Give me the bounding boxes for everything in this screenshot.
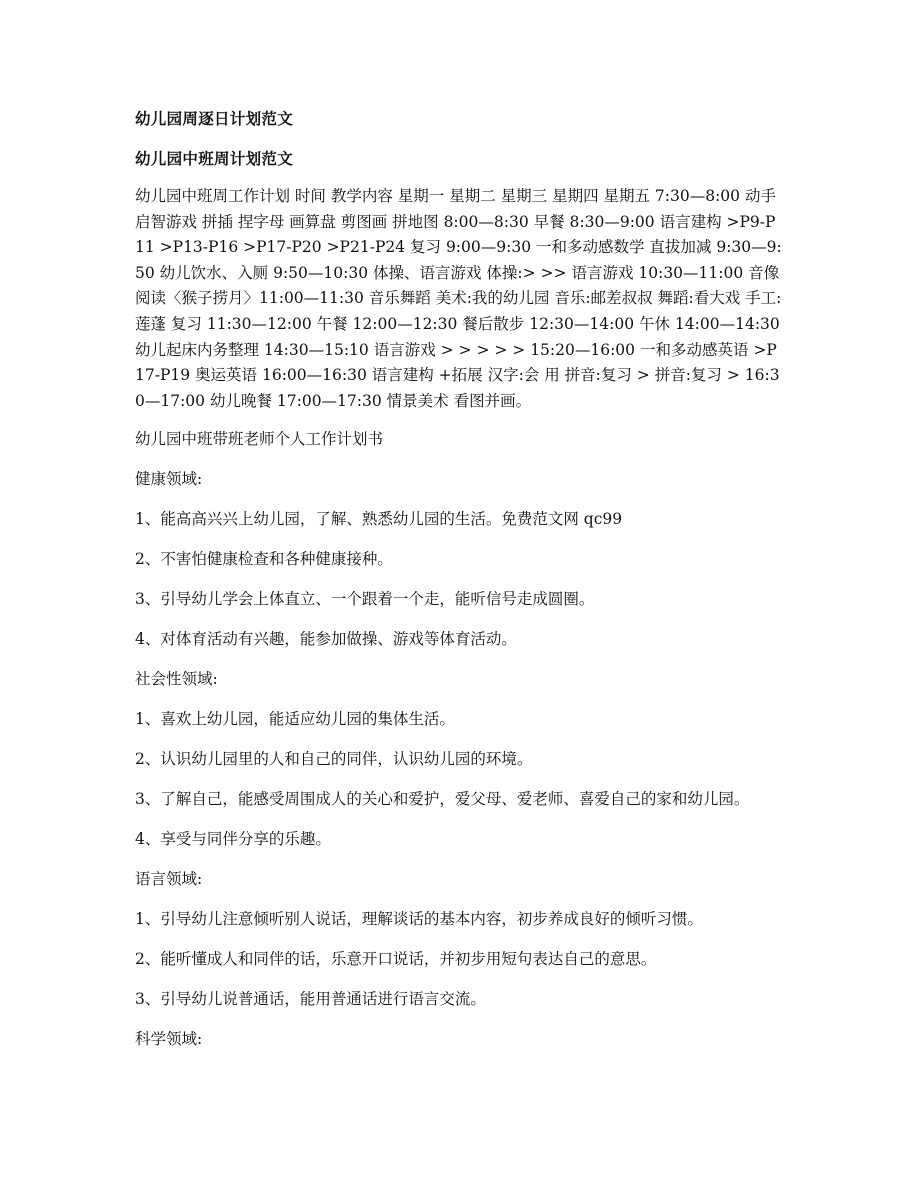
schedule-paragraph: 幼儿园中班周工作计划 时间 教学内容 星期一 星期二 星期三 星期四 星期五 7:30—8:00 动手启智游戏 拼插 捏字母 画算盘 剪图画 拼地图 8:00—8:30 早餐 8:30—9:00 语言建构 >P9-P11 >P13-P16 >P17-P20 >P21-P24 复习 9:00—9:30 一和多动感数学 直拔加减 9:30—9:50 幼儿饮水、入厕 9:50—10:30 体操、语言游戏 体操:> >> 语言游戏 10:30—11:00 音像阅读〈猴子捞月〉11:00—11:30 音乐舞蹈 美术:我的幼儿园 音乐:邮差叔叔 舞蹈:看大戏 手工:莲蓬 复习 11:30—12:00 午餐 12:00—12:30 餐后散步 12:30—14:00 午休 14:00—14:30 幼儿起床内务整理 14:30—15:10 语言游戏 > > > > > 15:20—16:00 一和多动感英语 >P17-P19 奥运英语 16:00—16:30 语言建构 +拓展 汉字:会 用 拼音:复习 > 拼音:复习 > 16:30—17:00 幼儿晚餐 17:00—17:30 情景美术 看图并画。 (135, 187, 782, 410)
list-item: 3、了解自己，能感受周围成人的关心和爱护，爱父母、爱老师、喜爱自己的家和幼儿园。 (135, 790, 750, 809)
section-heading: 语言领域: (135, 870, 203, 889)
section-language (135, 865, 785, 1014)
section-heading: 社会性领域: (135, 670, 218, 689)
plan-title: 幼儿园中班带班老师个人工作计划书 (135, 430, 384, 449)
list-item: 3、引导幼儿学会上体直立、一个跟着一个走，能听信号走成圆圈。 (135, 590, 595, 609)
list-item: 1、引导幼儿注意倾听别人说话，理解谈话的基本内容，初步养成良好的倾听习惯。 (135, 910, 703, 929)
section-social (135, 665, 785, 854)
document-subtitle: 幼儿园中班周计划范文 (135, 149, 294, 168)
list-item: 2、不害怕健康检查和各种健康接种。 (135, 550, 393, 569)
section-science (135, 1025, 785, 1054)
document-page (135, 104, 785, 1054)
section-heading: 健康领域: (135, 470, 203, 489)
list-item: 2、认识幼儿园里的人和自己的同伴，认识幼儿园的环境。 (135, 750, 533, 769)
list-item: 4、对体育活动有兴趣，能参加做操、游戏等体育活动。 (135, 630, 517, 649)
list-item: 1、能高高兴兴上幼儿园，了解、熟悉幼儿园的生活。免费范文网 qc99 (135, 510, 623, 529)
list-item: 3、引导幼儿说普通话，能用普通话进行语言交流。 (135, 990, 486, 1009)
list-item: 4、享受与同伴分享的乐趣。 (135, 830, 331, 849)
list-item: 2、能听懂成人和同伴的话，乐意开口说话，并初步用短句表达自己的意思。 (135, 950, 657, 969)
section-heading: 科学领域: (135, 1030, 203, 1049)
document-title: 幼儿园周逐日计划范文 (135, 109, 294, 128)
list-item: 1、喜欢上幼儿园，能适应幼儿园的集体生活。 (135, 710, 455, 729)
section-health (135, 465, 785, 654)
